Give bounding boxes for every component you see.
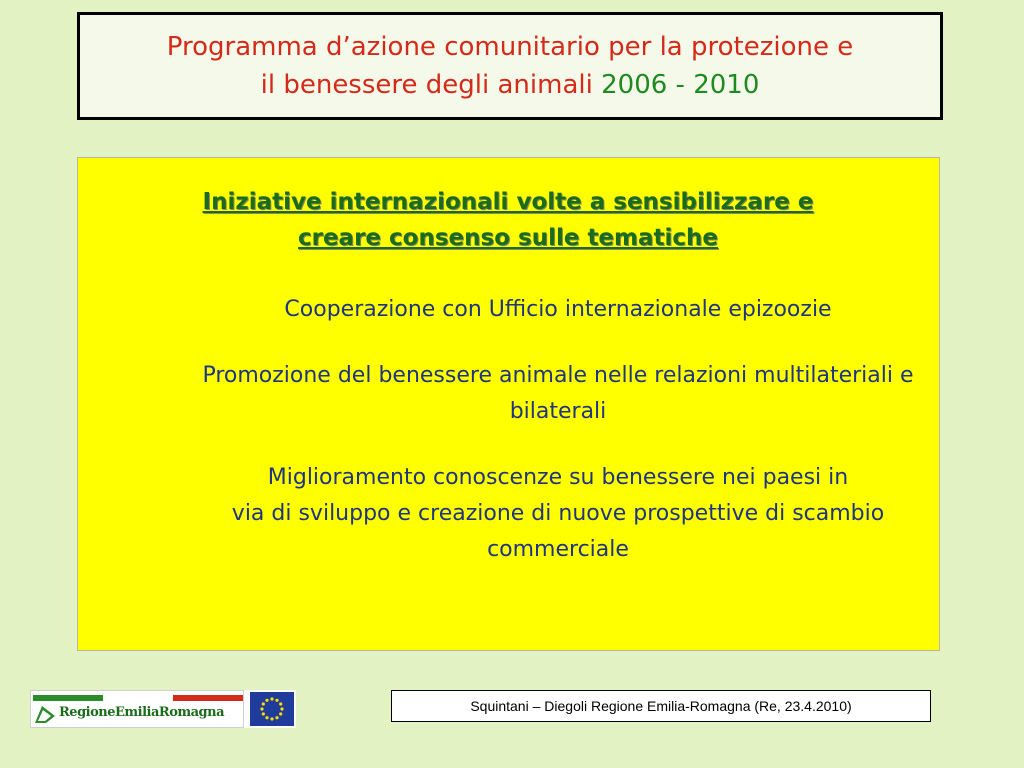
item-promozione: Promozione del benessere animale nelle relazioni multilateriali e bilaterali [202, 363, 914, 424]
footer-logos [30, 690, 296, 728]
title-line-1: Programma d’azione comunitario per la protezione e [166, 32, 854, 62]
region-mark-icon [34, 703, 56, 725]
region-name: RegioneEmiliaRomagna [59, 705, 225, 720]
region-logo [30, 690, 244, 728]
title-line-2: il benessere degli animali [260, 70, 593, 100]
item-miglioramento [188, 460, 928, 568]
eu-flag-icon [250, 692, 294, 726]
title-years: 2006 - 2010 [601, 70, 760, 100]
item-miglioramento-part-1: Miglioramento conoscenze su benessere nei paesi in [267, 465, 849, 490]
footer-credit: Squintani – Diegoli Regione Emilia-Romagna (Re, 23.4.2010) [391, 690, 931, 722]
item-miglioramento-part-2: via di sviluppo e creazione di nuove prospettive di scambio commerciale [231, 501, 885, 562]
content-box [77, 157, 940, 651]
heading-line-1: Iniziative internazionali volte a sensibilizzare e [202, 189, 814, 215]
slide-title [167, 28, 853, 104]
content-heading [148, 184, 868, 256]
region-tricolor-bar [33, 695, 243, 701]
heading-line-2: creare consenso sulle tematiche [297, 225, 719, 251]
item-cooperazione: Cooperazione con Ufficio internazionale epizoozie [284, 297, 832, 322]
content-items [188, 292, 928, 568]
title-box [77, 12, 943, 120]
